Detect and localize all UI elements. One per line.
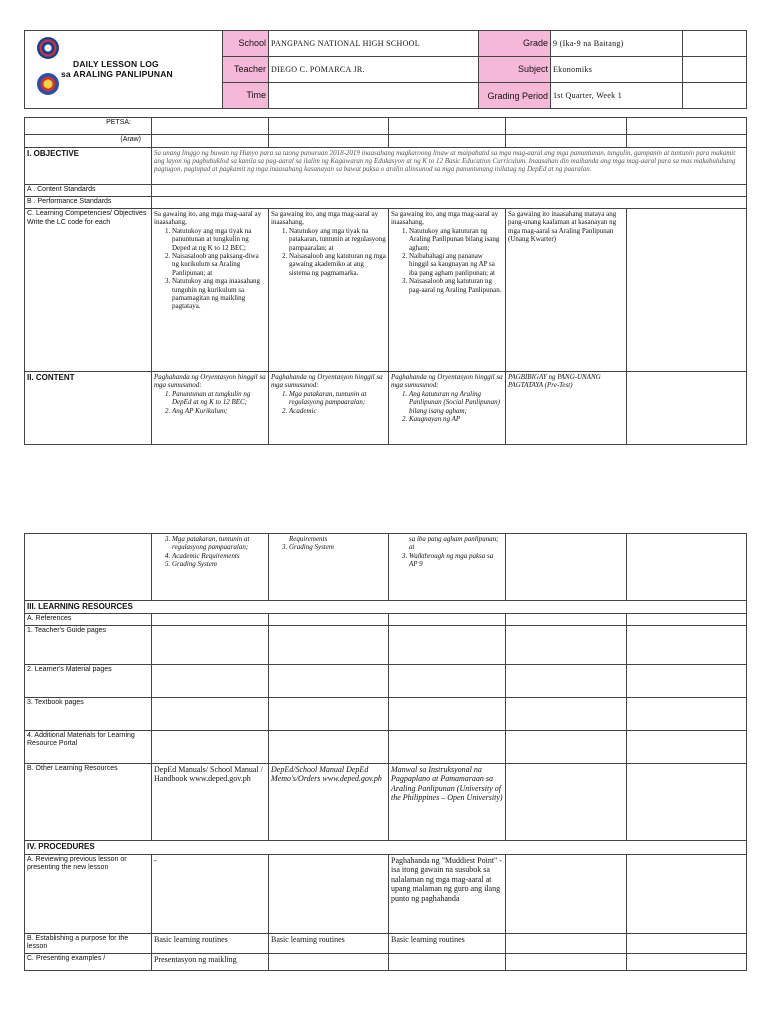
- content-col-5: [627, 372, 747, 445]
- textbook-cell-5: [627, 697, 747, 730]
- references-cell-4: [506, 614, 627, 626]
- petsa-cell-4: [506, 118, 627, 135]
- lc-col-3: [389, 209, 506, 372]
- content-label: II. CONTENT: [25, 372, 152, 445]
- procedure-b-col-1: Basic learning routines: [152, 933, 269, 953]
- learning-resources-label: III. LEARNING RESOURCES: [25, 601, 747, 614]
- procedure-c-col-3: [389, 953, 506, 970]
- school-label: School: [223, 31, 269, 57]
- teachers-guide-cell-2: [269, 625, 389, 664]
- content-col-1-item: 4. Academic Requirements: [172, 552, 266, 560]
- araw-cell-2: [269, 135, 389, 148]
- school-value: PANGPANG NATIONAL HIGH SCHOOL: [269, 31, 479, 57]
- procedure-c-col-2: [269, 953, 389, 970]
- content-col-2-item: 3. Grading System: [289, 543, 386, 551]
- content-col-2-item: 1. Mga patakaran, tuntunin at regulasyong pampaaralan;: [289, 390, 386, 407]
- title-line-2: sa ARALING PANLIPUNAN: [61, 69, 173, 79]
- learners-material-cell-2: [269, 664, 389, 697]
- procedure-c-label: C. Presenting examples /: [25, 953, 152, 970]
- learners-material-cell-5: [627, 664, 747, 697]
- school-seal-icon: [37, 73, 59, 95]
- lc-col-1-item: 2. Naisasaloob ang paksang-diwa ng kurikulum sa Araling Panlipunan; at: [172, 252, 266, 277]
- araw-cell-1: [152, 135, 269, 148]
- content-col-2: [269, 372, 389, 445]
- content-col-3-intro: Paghahanda ng Oryentasyon hinggil sa mga sumusunod:: [391, 373, 503, 390]
- petsa-cell-3: [389, 118, 506, 135]
- content-col-1-item: 2. Ang AP Kurikulum;: [172, 407, 266, 415]
- learners-material-cell-1: [152, 664, 269, 697]
- other-resources-col-2: DepEd/School Manual DepEd Memo's/Orders www.deped.gov.ph: [269, 763, 389, 840]
- content-col-1-continued: [152, 534, 269, 601]
- lc-label: C. Learning Competencies/ Objectives Write the LC code for each: [25, 209, 152, 372]
- period-label: Grading Period: [479, 83, 551, 109]
- procedure-b-col-3: Basic learning routines: [389, 933, 506, 953]
- textbook-cell-1: [152, 697, 269, 730]
- procedure-a-label: A. Reviewing previous lesson or presenting the new lesson: [25, 854, 152, 933]
- learners-material-label: 2. Learner's Material pages: [25, 664, 152, 697]
- other-resources-col-3: Manwal sa Instruksyonal na Pagpaplano at Pamamaraan sa Araling Panlipunan (University of the Philippines – Open University): [389, 763, 506, 840]
- content-standards-value: [152, 185, 747, 197]
- content-col-3-item: 2. Kaugnayan ng AP: [409, 415, 503, 423]
- additional-cell-2: [269, 730, 389, 763]
- content-col-1-item: 1. Panuntunan at tungkulin ng DepEd at ng K to 12 BEC;: [172, 390, 266, 407]
- additional-cell-5: [627, 730, 747, 763]
- header-blank-3: [683, 83, 747, 109]
- other-resources-label: B. Other Learning Resources: [25, 763, 152, 840]
- performance-standards-value: [152, 197, 747, 209]
- teacher-value: DIEGO C. POMARCA JR.: [269, 57, 479, 83]
- objective-text: Sa unang linggo ng buwan ng Hunyo para sa taong panuruan 2018-2019 inaasahang magkaroong linaw at maipabatid sa mga mag-aaral ang mga panuntunan, tungulin, gampanin at tuntunin para makamit ang layon ng pagbubuklod sa kanila sa pag-aaral sa ilalim ng Kagawaran ng Edukasyon at ng K to 12 Basic Education Curriculum. Inaasahan din maihanda ang mga mag-aaral para sa mas makabuluhang pagtugon, pagtupad at pagkamit ng mga inaasahang kasanayan sa bawat paksa o aralin alinsunod sa mga panuntunang inilatag ng DepEd at ng paaralan.: [152, 148, 747, 185]
- performance-standards-label: B . Performance Standards: [25, 197, 152, 209]
- petsa-cell-2: [269, 118, 389, 135]
- teachers-guide-cell-5: [627, 625, 747, 664]
- content-continued-label: [25, 534, 152, 601]
- procedure-c-col-4: [506, 953, 627, 970]
- learners-material-cell-4: [506, 664, 627, 697]
- period-value: 1st Quarter, Week 1: [551, 83, 683, 109]
- content-col-3-wrap: sa iba pang agham panlipunan; at: [409, 535, 499, 552]
- textbook-cell-2: [269, 697, 389, 730]
- references-cell-1: [152, 614, 269, 626]
- procedure-a-col-3: Paghahanda ng "Muddiest Point" -isa itong gawain na susubok sa nalalaman ng mga mag-aaral at upang malaman ng guro ang ilang punto ng paghahanda: [389, 854, 506, 933]
- content-col-5-continued: [627, 534, 747, 601]
- subject-label: Subject: [479, 57, 551, 83]
- procedure-b-col-2: Basic learning routines: [269, 933, 389, 953]
- petsa-cell-5: [627, 118, 747, 135]
- content-col-3-continued: [389, 534, 506, 601]
- main-grid-top: [24, 117, 747, 445]
- procedure-b-label: B. Establishing a purpose for the lesson: [25, 933, 152, 953]
- procedure-b-col-4: [506, 933, 627, 953]
- lc-col-2-item: 1. Natutukoy ang mga tiyak na patakaran, tuntunin at regulasyong pampaaralan; at: [289, 227, 386, 252]
- content-col-3-item: 3. Walkthrough ng mga paksa sa AP 9: [409, 552, 503, 569]
- main-grid-bottom: [24, 533, 747, 971]
- time-value: [269, 83, 479, 109]
- header-logo-cell: [25, 31, 223, 109]
- header-blank-2: [683, 57, 747, 83]
- subject-value: Ekonomiks: [551, 57, 683, 83]
- objective-label: I. OBJECTIVE: [25, 148, 152, 185]
- lc-col-2-intro: Sa gawaing ito, ang mga mag-aaral ay inaasahang,: [271, 210, 379, 227]
- textbook-cell-3: [389, 697, 506, 730]
- teachers-guide-label: 1. Teacher's Guide pages: [25, 625, 152, 664]
- references-cell-3: [389, 614, 506, 626]
- content-standards-label: A . Content Standards: [25, 185, 152, 197]
- content-col-2-wrap: Requirements: [289, 535, 328, 543]
- teachers-guide-cell-1: [152, 625, 269, 664]
- araw-cell-3: [389, 135, 506, 148]
- araw-cell-5: [627, 135, 747, 148]
- other-resources-col-5: [627, 763, 747, 840]
- content-col-2-continued: [269, 534, 389, 601]
- grade-value: 9 (Ika-9 na Baitang): [551, 31, 683, 57]
- teacher-label: Teacher: [223, 57, 269, 83]
- procedure-a-col-2: [269, 854, 389, 933]
- textbook-label: 3. Textbook pages: [25, 697, 152, 730]
- header-table: [24, 30, 747, 109]
- title-line-1: DAILY LESSON LOG: [73, 59, 159, 69]
- lc-col-1-item: 3. Natutukoy ang mga inaasahang tunguhin ng kurikulum sa pamamagitan ng maikling pagtataya.: [172, 277, 266, 311]
- references-cell-2: [269, 614, 389, 626]
- procedure-a-col-1: -: [152, 854, 269, 933]
- procedures-label: IV. PROCEDURES: [25, 840, 747, 854]
- references-cell-5: [627, 614, 747, 626]
- other-resources-col-4: [506, 763, 627, 840]
- teachers-guide-cell-4: [506, 625, 627, 664]
- procedure-a-col-4: [506, 854, 627, 933]
- additional-cell-4: [506, 730, 627, 763]
- araw-label: (Araw): [25, 135, 152, 148]
- procedure-c-col-5: [627, 953, 747, 970]
- content-col-1-intro: Paghahanda ng Oryentasyon hinggil sa mga sumusunod:: [154, 373, 266, 390]
- content-col-2-item: 2. Academic: [289, 407, 386, 415]
- petsa-cell-1: [152, 118, 269, 135]
- lc-col-3-item: 3. Naisasaloob ang katuturan ng pag-aaral ng Araling Panlipunan.: [409, 277, 503, 294]
- procedure-b-col-5: [627, 933, 747, 953]
- lc-col-5: [627, 209, 747, 372]
- additional-cell-1: [152, 730, 269, 763]
- content-col-1-item: 3. Mga patakaran, tuntunin at regulasyong pampaaralan;: [172, 535, 266, 552]
- other-resources-col-1: DepEd Manuals/ School Manual / Handbook www.deped.gov.ph: [152, 763, 269, 840]
- content-col-3: [389, 372, 506, 445]
- additional-cell-3: [389, 730, 506, 763]
- learners-material-cell-3: [389, 664, 506, 697]
- lc-col-1: [152, 209, 269, 372]
- lc-col-3-item: 1. Natutukoy ang katuturan ng Araling Panlipunan bilang isang agham;: [409, 227, 503, 252]
- content-col-4-continued: [506, 534, 627, 601]
- deped-seal-icon: [37, 37, 59, 59]
- lc-col-1-intro: Sa gawaing ito, ang mga mag-aaral ay inaasahang,: [154, 210, 262, 227]
- content-col-4: PAGBIBIGAY ng PANG-UNANG PAGTATAYA (Pre-Test): [506, 372, 627, 445]
- content-col-1-item: 5. Grading System: [172, 560, 266, 568]
- lc-col-1-item: 1. Natutukoy ang mga tiyak na panuntunan at tungkulin ng Deped at ng K to 12 BEC;: [172, 227, 266, 252]
- lc-col-3-intro: Sa gawaing ito, ang mga mag-aaral ay inaasahang,: [391, 210, 499, 227]
- lc-col-2: [269, 209, 389, 372]
- references-label: A. References: [25, 614, 152, 626]
- header-blank-1: [683, 31, 747, 57]
- procedure-a-col-5: [627, 854, 747, 933]
- lc-col-3-item: 2. Naibabahagi ang pananaw hinggil sa kaugnayan ng AP sa iba pang agham panlipunan; at: [409, 252, 503, 277]
- petsa-label: PETSA:: [25, 118, 152, 135]
- document-title: [61, 59, 173, 79]
- lc-col-4: Sa gawaing ito inaasahang mataya ang pang-unang kaalaman at kasanayan ng mga mag-aaral sa Araling Panlipunan (Unang Kwarter): [506, 209, 627, 372]
- content-col-3-item: 1. Ang katuturan ng Araling Panlipunan (Social Panlipunan) bilang isang agham;: [409, 390, 503, 415]
- araw-cell-4: [506, 135, 627, 148]
- content-col-2-intro: Paghahanda ng Oryentasyon hinggil sa mga sumusunod:: [271, 373, 383, 390]
- teachers-guide-cell-3: [389, 625, 506, 664]
- time-label: Time: [223, 83, 269, 109]
- textbook-cell-4: [506, 697, 627, 730]
- lc-col-2-item: 2. Naisasaloob ang katuturan ng mga gawaing akademiko at ang sistema ng pagmamarka.: [289, 252, 386, 277]
- additional-materials-label: 4. Additional Materials for Learning Resource Portal: [25, 730, 152, 763]
- procedure-c-col-1: Presentasyon ng maikling: [152, 953, 269, 970]
- content-col-1: [152, 372, 269, 445]
- grade-label: Grade: [479, 31, 551, 57]
